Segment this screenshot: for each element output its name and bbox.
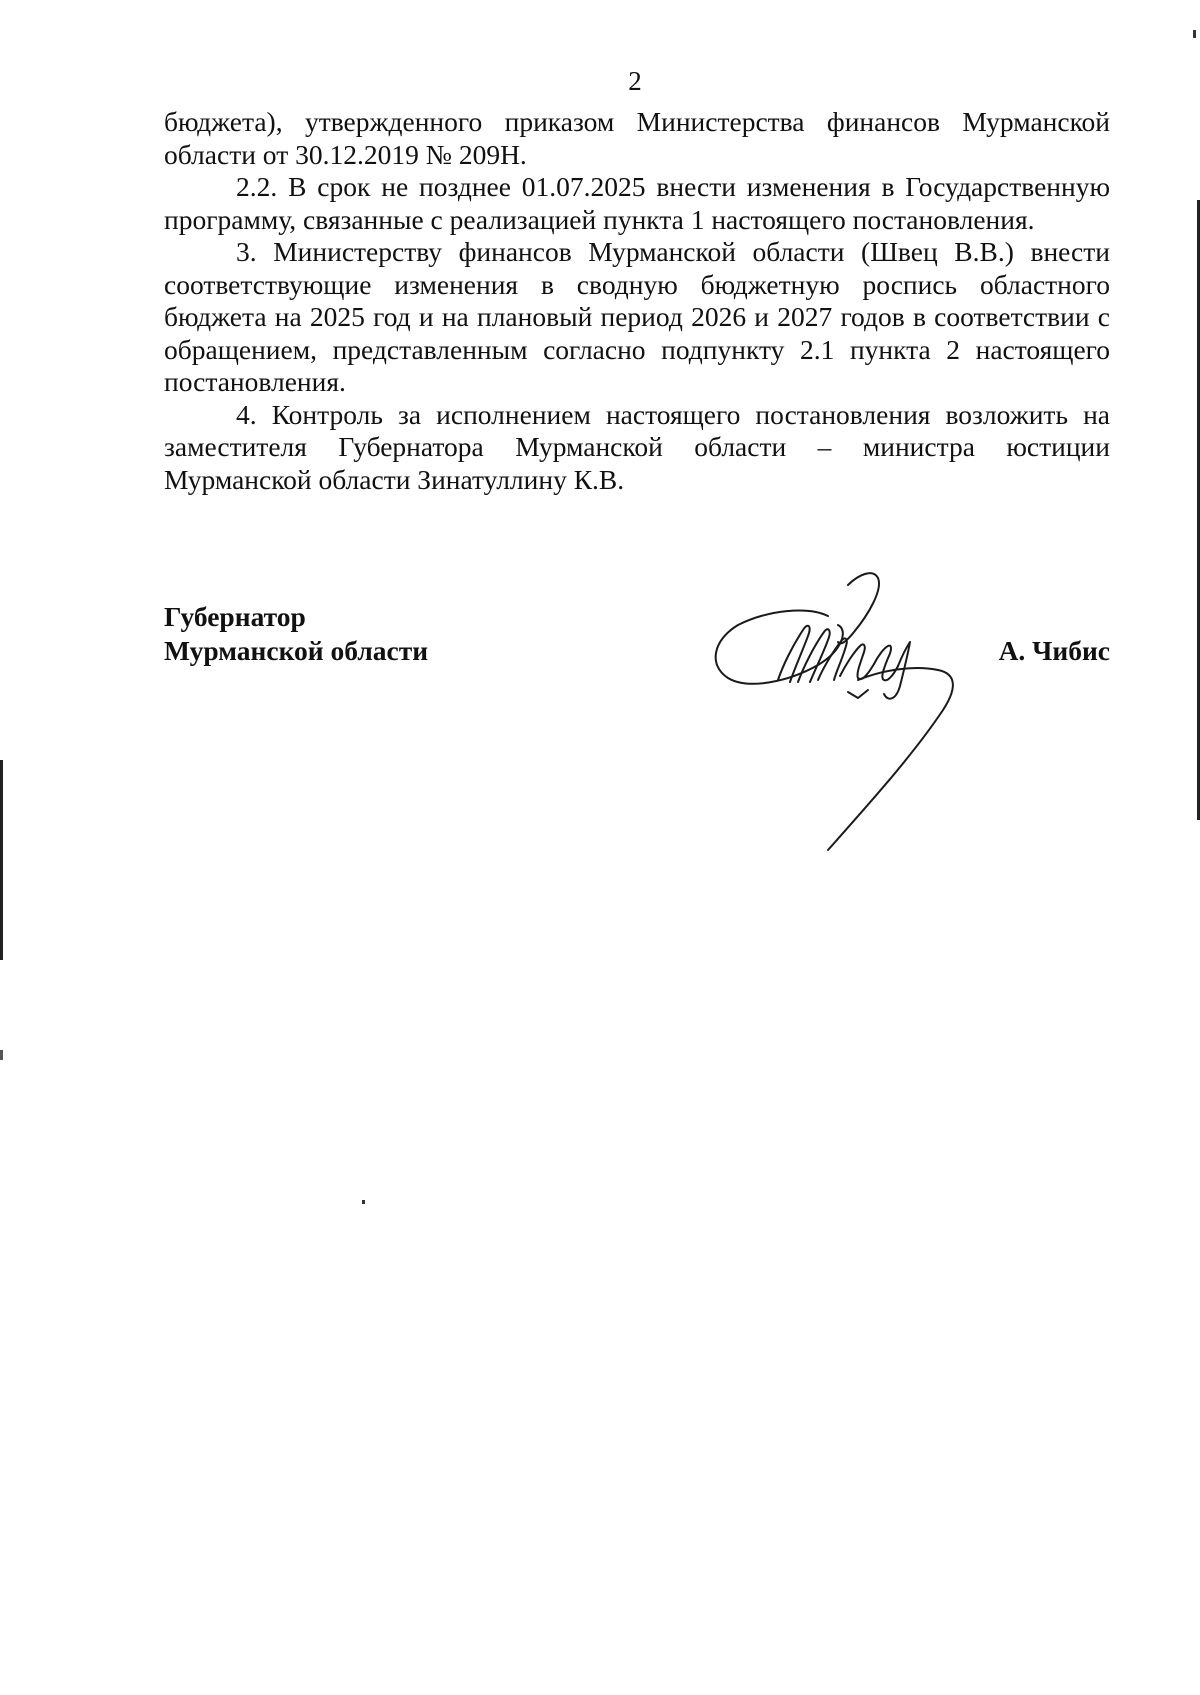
page-number: 2 [628,66,642,96]
scan-stray-dot [362,1200,365,1204]
paragraph-3: 3. Министерству финансов Мурманской области (Швец В.В.) внести соответствующие изменения в сводную бюджетную роспись областного бюджета на 2025 год и на плановый период 2026 и 2027 годов в соответствии с обращением, представленным согласно подпункту 2.1 пункта 2 настоящего постановления. [164,236,1110,397]
signatory-position-line1: Губернатор [164,601,306,632]
scan-edge-mark-left-bottom [0,1050,3,1060]
handwritten-signature [708,570,978,860]
paragraph-2-2: 2.2. В срок не позднее 01.07.2025 внести изменения в Государственную программу, связанные с реализацией пункта 1 настоящего постановления. [164,171,1110,235]
paragraph-4: 4. Контроль за исполнением настоящего постановления возложить на заместителя Губернатора Мурманской области – министра юстиции Мурманской области Зинатуллину К.В. [164,398,1110,495]
document-body [164,106,1110,496]
scan-edge-mark-left [0,760,3,960]
scan-edge-mark-right-top [1193,30,1196,38]
signatory-position [164,600,428,668]
signatory-name: А. Чибис [998,635,1110,666]
paragraph-1: бюджета), утвержденного приказом Министерства финансов Мурманской области от 30.12.2019 № 209Н. [164,106,1110,170]
signatory-position-line2: Мурманской области [164,635,429,666]
